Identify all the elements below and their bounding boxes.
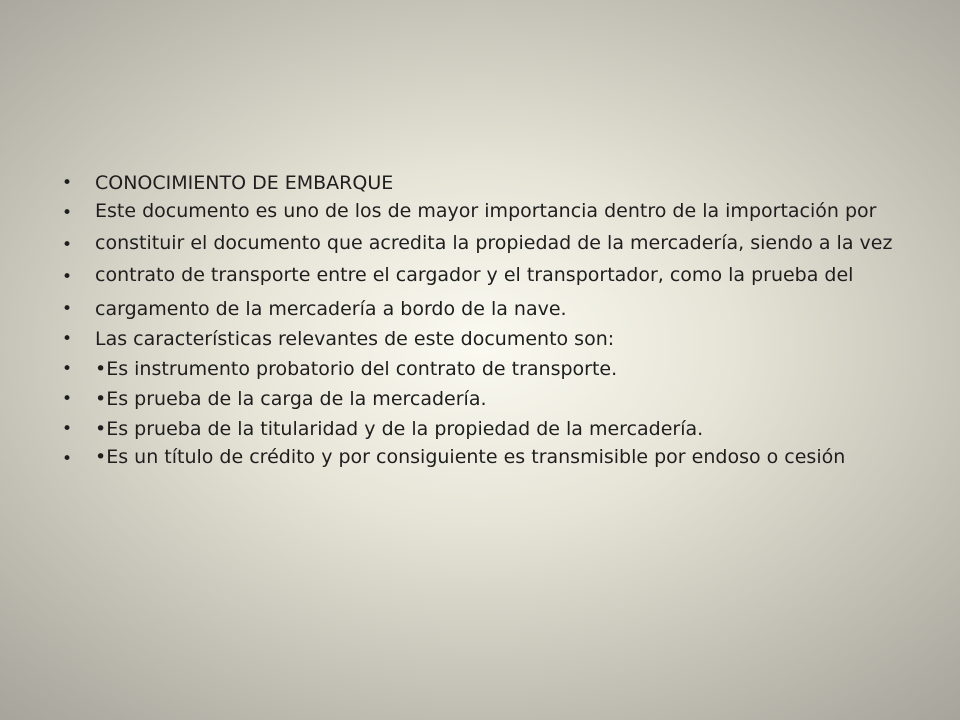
bullet-text: •Es instrumento probatorio del contrato de transporte. (95, 358, 618, 380)
bullet-text: Las características relevantes de este documento son: (95, 328, 615, 350)
bullet-item (62, 232, 918, 254)
bullet-text: Este documento es uno de los de mayor importancia dentro de la importación por (95, 200, 877, 222)
bullet-dot-icon: • (62, 329, 73, 349)
bullet-dot-icon: • (62, 173, 73, 193)
bullet-dot-icon: • (62, 419, 73, 439)
bullet-item (62, 356, 918, 382)
bullet-item (62, 386, 918, 412)
bullet-list (62, 170, 918, 478)
bullet-dot-icon: • (62, 359, 73, 379)
bullet-text: •Es prueba de la carga de la mercadería. (95, 388, 487, 410)
bullet-dot-icon: • (62, 299, 73, 319)
bullet-text: contrato de transporte entre el cargador y el transportador, como la prueba del (95, 264, 854, 286)
bullet-item (62, 200, 918, 222)
bullet-text: •Es prueba de la titularidad y de la propiedad de la mercadería. (95, 418, 704, 440)
bullet-item (62, 296, 918, 322)
bullet-dot-icon: • (62, 203, 73, 223)
bullet-text: constituir el documento que acredita la propiedad de la mercadería, siendo a la vez (95, 232, 893, 254)
bullet-text: CONOCIMIENTO DE EMBARQUE (95, 172, 394, 194)
bullet-dot-icon: • (62, 389, 73, 409)
bullet-item (62, 264, 918, 286)
bullet-item (62, 170, 918, 196)
bullet-text: •Es un título de crédito y por consiguiente es transmisible por endoso o cesión (95, 446, 846, 468)
bullet-text: cargamento de la mercadería a bordo de la nave. (95, 298, 567, 320)
bullet-dot-icon: • (62, 267, 73, 287)
bullet-item (62, 446, 918, 468)
bullet-dot-icon: • (62, 235, 73, 255)
bullet-item (62, 326, 918, 352)
bullet-item (62, 416, 918, 442)
bullet-dot-icon: • (62, 449, 73, 469)
